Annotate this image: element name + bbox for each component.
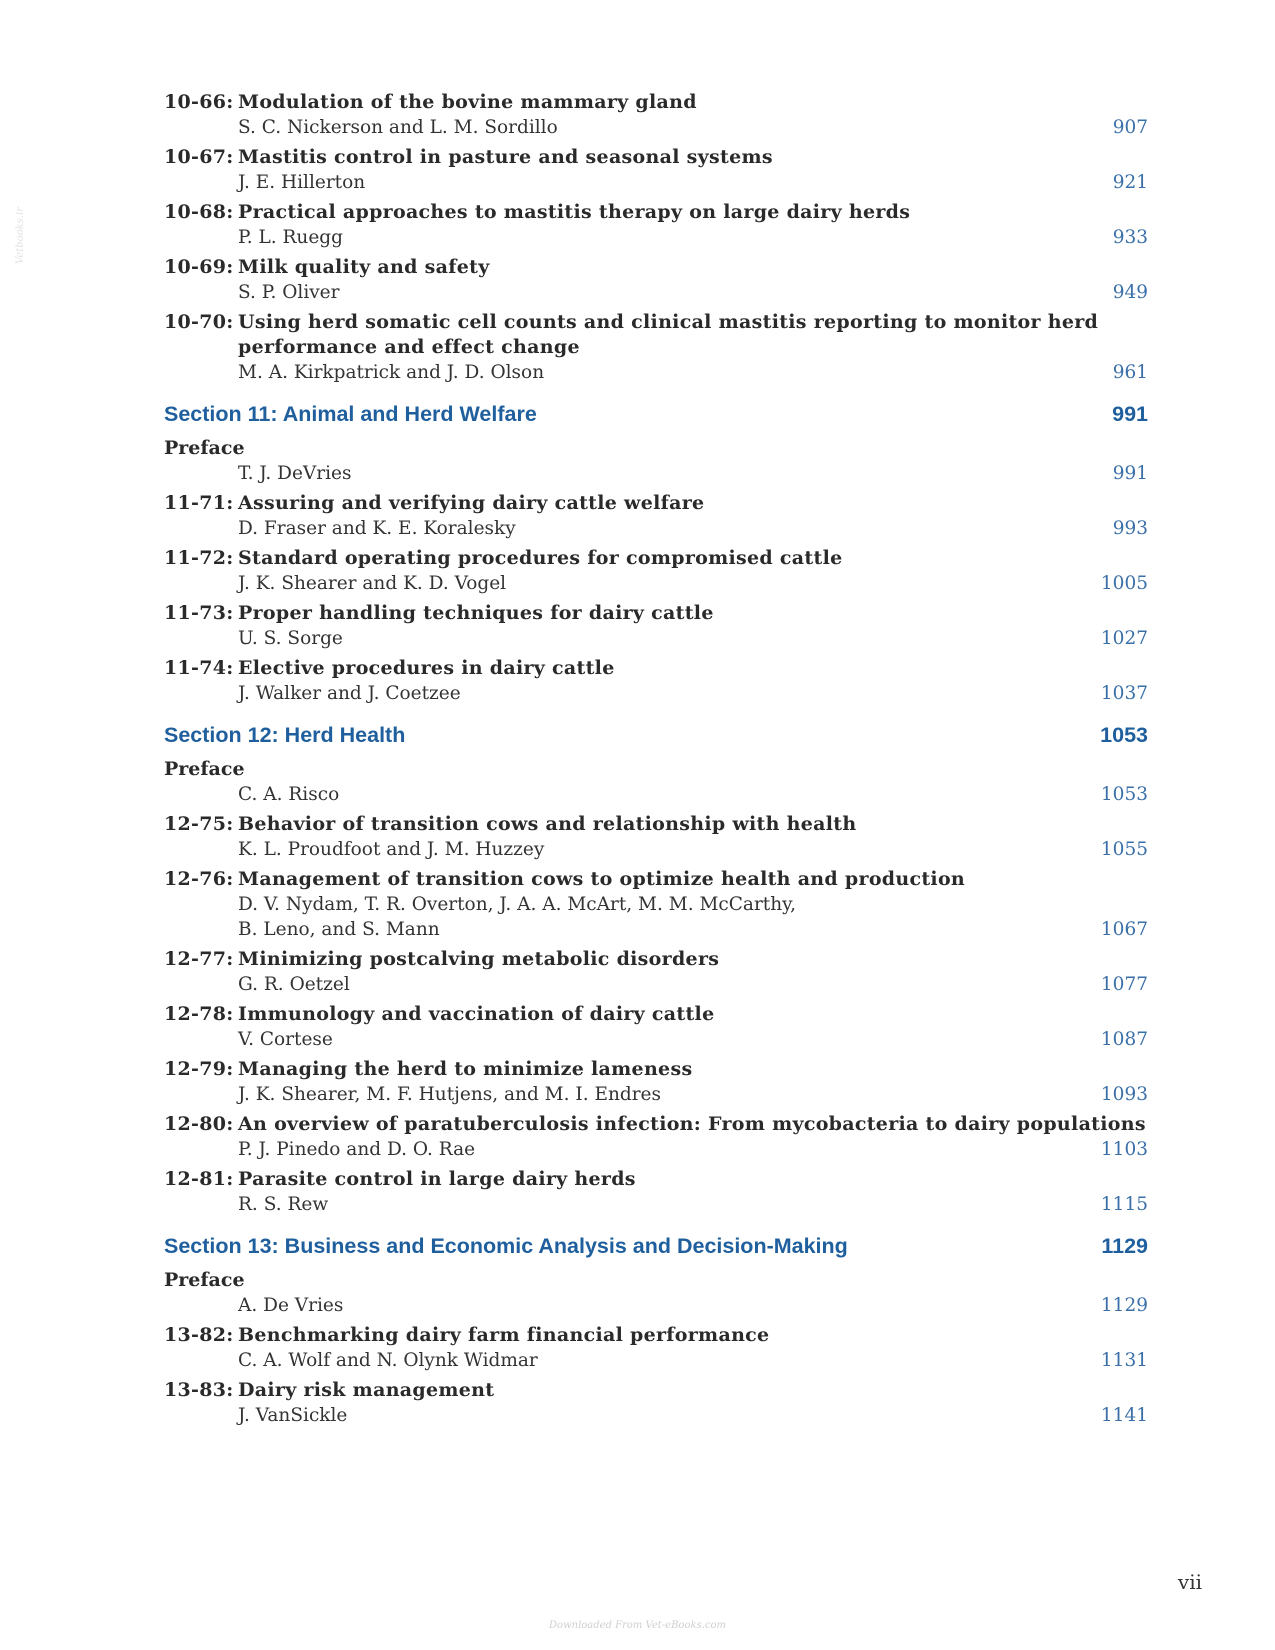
chapter-page-number: 949 bbox=[1112, 282, 1148, 303]
chapter-title: Modulation of the bovine mammary gland bbox=[238, 91, 697, 113]
preface-entry[interactable] bbox=[164, 436, 1148, 486]
table-of-contents bbox=[164, 90, 1148, 1433]
chapter-number: 11-73: bbox=[164, 602, 234, 624]
section-title[interactable]: Section 12: Herd Health bbox=[164, 723, 406, 747]
preface-entry[interactable] bbox=[164, 757, 1148, 807]
section-heading bbox=[164, 1232, 1148, 1260]
chapter-title: Mastitis control in pasture and seasonal systems bbox=[238, 146, 773, 168]
chapter-page-number: 993 bbox=[1112, 518, 1148, 539]
chapter-entry[interactable] bbox=[164, 491, 1148, 541]
chapter-title-line bbox=[164, 546, 1148, 571]
chapter-title-line bbox=[164, 255, 1148, 280]
chapter-page-number: 1087 bbox=[1100, 1029, 1148, 1050]
chapter-number: 12-76: bbox=[164, 868, 234, 890]
chapter-title-line bbox=[164, 1323, 1148, 1348]
preface-author: T. J. DeVries bbox=[238, 463, 352, 484]
chapter-authors: M. A. Kirkpatrick and J. D. Olson bbox=[238, 362, 545, 383]
chapter-number: 12-80: bbox=[164, 1113, 234, 1135]
chapter-entry[interactable] bbox=[164, 656, 1148, 706]
chapter-number: 13-83: bbox=[164, 1379, 234, 1401]
chapter-entry[interactable] bbox=[164, 812, 1148, 862]
chapter-number: 10-67: bbox=[164, 146, 234, 168]
chapter-page-number: 921 bbox=[1112, 172, 1148, 193]
section-title[interactable]: Section 11: Animal and Herd Welfare bbox=[164, 402, 537, 426]
preface-page-number: 991 bbox=[1112, 463, 1148, 484]
chapter-number: 12-79: bbox=[164, 1058, 234, 1080]
chapter-entry[interactable] bbox=[164, 546, 1148, 596]
chapter-title: Standard operating procedures for compromised cattle bbox=[238, 547, 843, 569]
chapter-title-line bbox=[164, 310, 1148, 360]
chapter-number: 10-69: bbox=[164, 256, 234, 278]
chapter-title-line bbox=[164, 1112, 1148, 1137]
chapter-authors: S. P. Oliver bbox=[238, 282, 340, 303]
chapter-title: Parasite control in large dairy herds bbox=[238, 1168, 636, 1190]
chapter-title-line bbox=[164, 947, 1148, 972]
chapter-title: Behavior of transition cows and relationship with health bbox=[238, 813, 857, 835]
chapter-authors: J. K. Shearer, M. F. Hutjens, and M. I. Endres bbox=[238, 1084, 661, 1105]
chapter-title-line bbox=[164, 491, 1148, 516]
chapter-number: 13-82: bbox=[164, 1324, 234, 1346]
chapter-page-number: 907 bbox=[1112, 117, 1148, 138]
chapter-entry[interactable] bbox=[164, 1002, 1148, 1052]
chapter-entry[interactable] bbox=[164, 255, 1148, 305]
preface-label: Preface bbox=[164, 437, 245, 459]
chapter-title: Immunology and vaccination of dairy cattle bbox=[238, 1003, 715, 1025]
chapter-page-number: 1103 bbox=[1100, 1139, 1148, 1160]
chapter-authors: J. VanSickle bbox=[238, 1405, 348, 1426]
chapter-title: Using herd somatic cell counts and clinical mastitis reporting to monitor herd performance and effect change bbox=[238, 311, 1099, 358]
chapter-page-number: 961 bbox=[1112, 362, 1148, 383]
chapter-title-line bbox=[164, 145, 1148, 170]
chapter-entry[interactable] bbox=[164, 867, 1148, 942]
chapter-number: 10-68: bbox=[164, 201, 234, 223]
section-title[interactable]: Section 13: Business and Economic Analysis and Decision-Making bbox=[164, 1234, 848, 1258]
chapter-number: 12-78: bbox=[164, 1003, 234, 1025]
chapter-title-line bbox=[164, 1167, 1148, 1192]
section-page-number: 991 bbox=[1112, 402, 1148, 426]
chapter-page-number: 1077 bbox=[1100, 974, 1148, 995]
chapter-page-number: 1093 bbox=[1100, 1084, 1148, 1105]
chapter-authors: S. C. Nickerson and L. M. Sordillo bbox=[238, 117, 558, 138]
chapter-authors: B. Leno, and S. Mann bbox=[238, 919, 440, 940]
chapter-authors: V. Cortese bbox=[238, 1029, 333, 1050]
chapter-entry[interactable] bbox=[164, 145, 1148, 195]
chapter-entry[interactable] bbox=[164, 1378, 1148, 1428]
chapter-authors: C. A. Wolf and N. Olynk Widmar bbox=[238, 1350, 538, 1371]
section-heading bbox=[164, 721, 1148, 749]
chapter-entry[interactable] bbox=[164, 1057, 1148, 1107]
chapter-title-line bbox=[164, 90, 1148, 115]
preface-label: Preface bbox=[164, 758, 245, 780]
chapter-authors: R. S. Rew bbox=[238, 1194, 329, 1215]
preface-entry[interactable] bbox=[164, 1268, 1148, 1318]
chapter-entry[interactable] bbox=[164, 601, 1148, 651]
chapter-title-line bbox=[164, 867, 1148, 892]
chapter-page-number: 933 bbox=[1112, 227, 1148, 248]
chapter-entry[interactable] bbox=[164, 90, 1148, 140]
chapter-title-line bbox=[164, 200, 1148, 225]
chapter-entry[interactable] bbox=[164, 1112, 1148, 1162]
chapter-entry[interactable] bbox=[164, 200, 1148, 250]
chapter-title: Practical approaches to mastitis therapy on large dairy herds bbox=[238, 201, 911, 223]
chapter-number: 10-70: bbox=[164, 311, 234, 333]
chapter-page-number: 1037 bbox=[1100, 683, 1148, 704]
chapter-number: 11-72: bbox=[164, 547, 234, 569]
chapter-title: Dairy risk management bbox=[238, 1379, 495, 1401]
chapter-title: Milk quality and safety bbox=[238, 256, 490, 278]
chapter-title-line bbox=[164, 812, 1148, 837]
chapter-title-line bbox=[164, 1002, 1148, 1027]
chapter-number: 12-77: bbox=[164, 948, 234, 970]
chapter-authors: D. Fraser and K. E. Koralesky bbox=[238, 518, 516, 539]
chapter-title: Managing the herd to minimize lameness bbox=[238, 1058, 693, 1080]
chapter-page-number: 1055 bbox=[1100, 839, 1148, 860]
bottom-watermark: Downloaded From Vet-eBooks.com bbox=[549, 1620, 726, 1631]
section-heading bbox=[164, 400, 1148, 428]
chapter-authors: P. J. Pinedo and D. O. Rae bbox=[238, 1139, 476, 1160]
chapter-number: 11-71: bbox=[164, 492, 234, 514]
chapter-page-number: 1027 bbox=[1100, 628, 1148, 649]
chapter-authors: G. R. Oetzel bbox=[238, 974, 350, 995]
chapter-page-number: 1005 bbox=[1100, 573, 1148, 594]
chapter-number: 11-74: bbox=[164, 657, 234, 679]
chapter-authors: J. E. Hillerton bbox=[238, 172, 366, 193]
chapter-title: Benchmarking dairy farm financial performance bbox=[238, 1324, 770, 1346]
chapter-authors: U. S. Sorge bbox=[238, 628, 343, 649]
chapter-page-number: 1115 bbox=[1100, 1194, 1148, 1215]
chapter-title: Assuring and verifying dairy cattle welfare bbox=[238, 492, 705, 514]
chapter-entry[interactable] bbox=[164, 947, 1148, 997]
chapter-entry[interactable] bbox=[164, 1323, 1148, 1373]
chapter-entry[interactable] bbox=[164, 310, 1148, 385]
chapter-authors: P. L. Ruegg bbox=[238, 227, 343, 248]
chapter-authors: J. Walker and J. Coetzee bbox=[238, 683, 461, 704]
chapter-title: An overview of paratuberculosis infection: From mycobacteria to dairy populations bbox=[238, 1113, 1146, 1135]
chapter-title-line bbox=[164, 1378, 1148, 1403]
chapter-page-number: 1067 bbox=[1100, 919, 1148, 940]
preface-label: Preface bbox=[164, 1269, 245, 1291]
chapter-number: 12-75: bbox=[164, 813, 234, 835]
preface-page-number: 1053 bbox=[1100, 784, 1148, 805]
chapter-page-number: 1131 bbox=[1100, 1350, 1148, 1371]
chapter-authors: K. L. Proudfoot and J. M. Huzzey bbox=[238, 839, 545, 860]
page-number-folio: vii bbox=[1177, 1570, 1202, 1594]
section-page-number: 1053 bbox=[1100, 723, 1148, 747]
chapter-number: 12-81: bbox=[164, 1168, 234, 1190]
chapter-title: Proper handling techniques for dairy cattle bbox=[238, 602, 714, 624]
chapter-title: Elective procedures in dairy cattle bbox=[238, 657, 615, 679]
chapter-title: Minimizing postcalving metabolic disorders bbox=[238, 948, 720, 970]
chapter-entry[interactable] bbox=[164, 1167, 1148, 1217]
chapter-page-number: 1141 bbox=[1100, 1405, 1148, 1426]
chapter-title: Management of transition cows to optimize health and production bbox=[238, 868, 966, 890]
preface-page-number: 1129 bbox=[1100, 1295, 1148, 1316]
chapter-title-line bbox=[164, 601, 1148, 626]
chapter-number: 10-66: bbox=[164, 91, 234, 113]
preface-author: C. A. Risco bbox=[238, 784, 340, 805]
side-watermark: Vetbooks.ir bbox=[15, 206, 27, 265]
preface-author: A. De Vries bbox=[238, 1295, 344, 1316]
chapter-title-line bbox=[164, 656, 1148, 681]
chapter-authors: D. V. Nydam, T. R. Overton, J. A. A. McArt, M. M. McCarthy, bbox=[238, 894, 797, 915]
chapter-title-line bbox=[164, 1057, 1148, 1082]
section-page-number: 1129 bbox=[1101, 1234, 1148, 1258]
chapter-authors: J. K. Shearer and K. D. Vogel bbox=[238, 573, 507, 594]
